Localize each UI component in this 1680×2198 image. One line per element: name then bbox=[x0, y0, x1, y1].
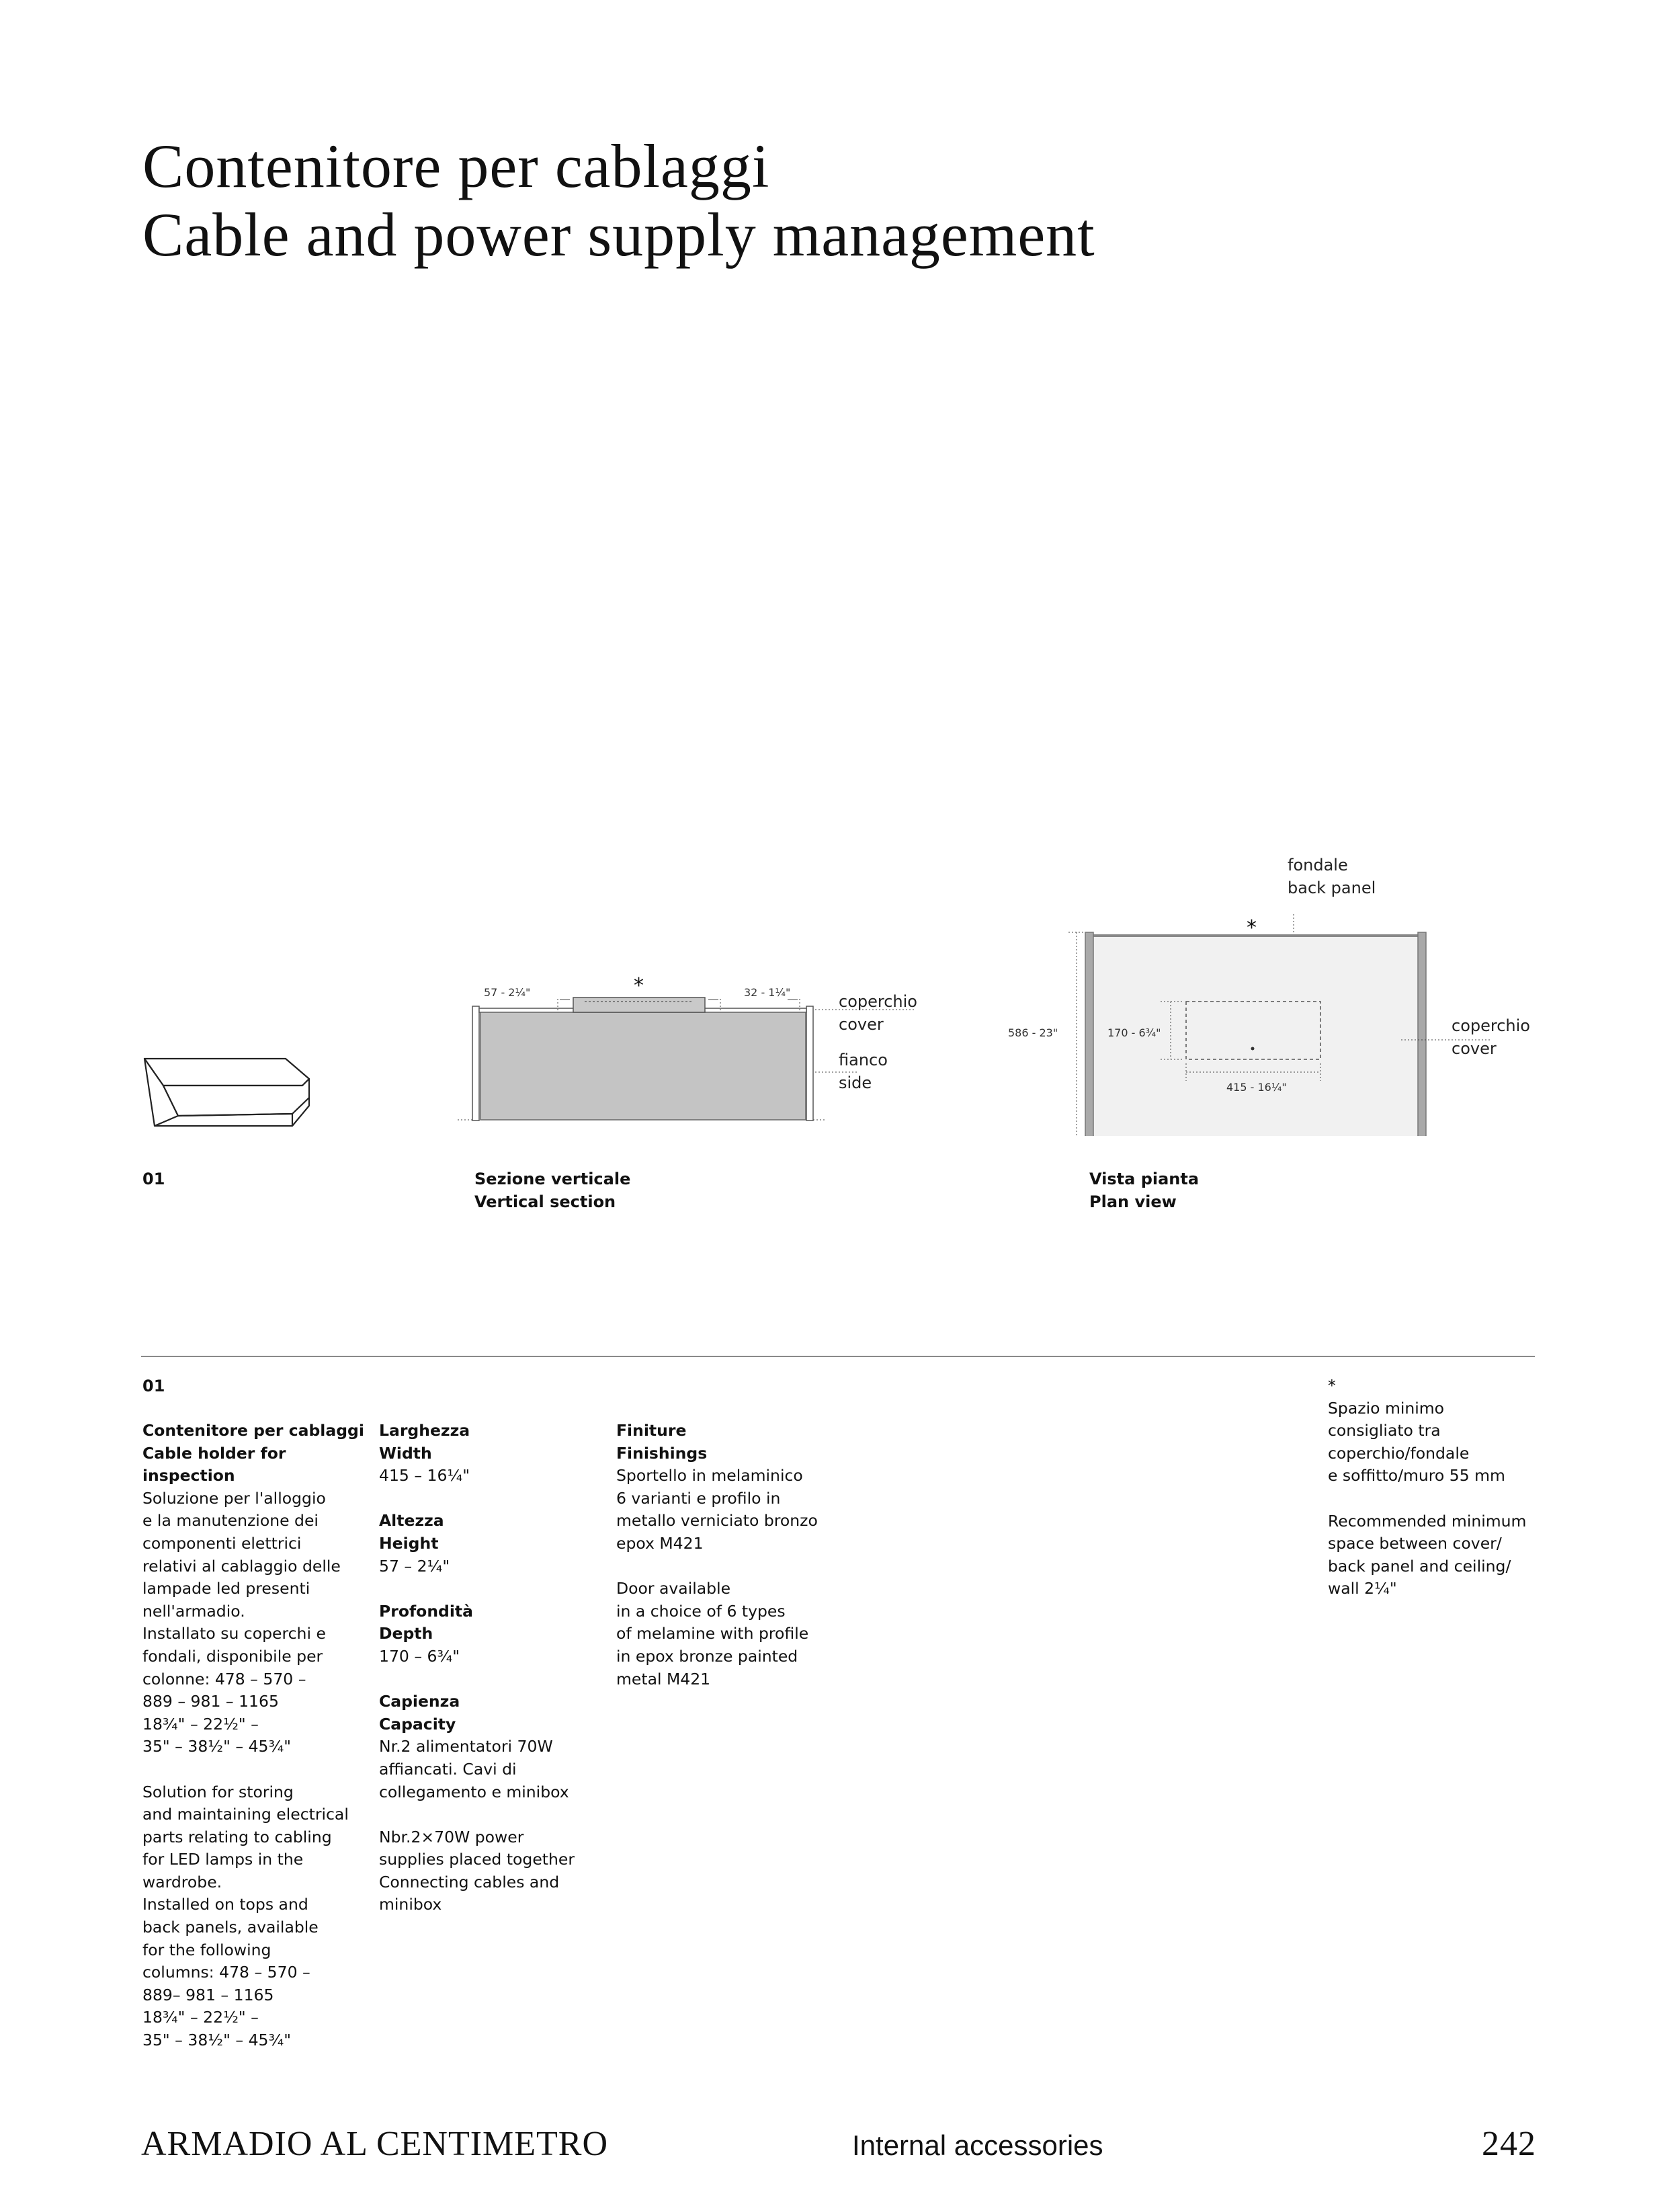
text-line: Larghezza bbox=[379, 1421, 470, 1440]
text-line: Nbr.2×70W power bbox=[379, 1827, 524, 1846]
text-line: Capienza bbox=[379, 1692, 460, 1711]
text-line: Spazio minimo bbox=[1328, 1398, 1445, 1418]
plan-label-back-panel bbox=[1288, 854, 1376, 899]
text-line: 35" – 38½" – 45¾" bbox=[142, 2031, 292, 2050]
plan-view-drawing bbox=[995, 914, 1492, 1136]
spec-column-description bbox=[142, 1420, 371, 2052]
text-line: e la manutenzione dei bbox=[142, 1511, 319, 1531]
text-line: space between cover/ bbox=[1328, 1534, 1502, 1553]
plan-caption bbox=[1089, 1168, 1199, 1213]
text-line: cover bbox=[839, 1015, 884, 1034]
page-number: 242 bbox=[1482, 2125, 1536, 2163]
plan-dim-depth: 170 - 6¾" bbox=[1107, 1026, 1161, 1039]
note-asterisk: * bbox=[1328, 1376, 1336, 1395]
plan-left-side bbox=[1085, 932, 1093, 1136]
text-line: 18¾" – 22½" – bbox=[142, 1714, 259, 1734]
section-body bbox=[480, 1012, 806, 1120]
spec-note bbox=[1328, 1375, 1536, 1600]
text-line: Connecting cables and bbox=[379, 1872, 560, 1891]
footer-section: Internal accessories bbox=[852, 2129, 1103, 2161]
text-line: Depth bbox=[379, 1624, 433, 1643]
plan-label-cover bbox=[1452, 1014, 1530, 1060]
text-line: Plan view bbox=[1089, 1192, 1177, 1211]
text-line: lampade led presenti bbox=[142, 1579, 310, 1598]
product-caption: 01 bbox=[142, 1170, 165, 1188]
spec-width-value: 415 – 16¼" bbox=[379, 1466, 470, 1485]
section-dim-left: 57 - 2¼" bbox=[484, 986, 531, 999]
section-right-side bbox=[806, 1006, 813, 1121]
section-divider bbox=[141, 1356, 1535, 1357]
section-dim-right: 32 - 1¼" bbox=[744, 986, 791, 999]
section-asterisk: * bbox=[634, 974, 644, 998]
text-line: e soffitto/muro 55 mm bbox=[1328, 1466, 1505, 1485]
spec-depth-value: 170 – 6¾" bbox=[379, 1646, 460, 1666]
text-line: relativi al cablaggio delle bbox=[142, 1556, 341, 1576]
text-line: 18¾" – 22½" – bbox=[142, 2008, 259, 2027]
text-line: side bbox=[839, 1073, 872, 1092]
text-line: nell'armadio. bbox=[142, 1601, 245, 1621]
text-line: fondali, disponibile per bbox=[142, 1646, 323, 1666]
text-line: wardrobe. bbox=[142, 1872, 222, 1891]
text-line: Finiture bbox=[616, 1421, 687, 1440]
text-line: parts relating to cabling bbox=[142, 1827, 332, 1846]
spec-title-it: Contenitore per cablaggi bbox=[142, 1421, 364, 1440]
section-caption bbox=[474, 1168, 630, 1213]
text-line: fianco bbox=[839, 1051, 888, 1069]
text-line: Vertical section bbox=[474, 1192, 616, 1211]
text-line: Profondità bbox=[379, 1601, 474, 1621]
text-line: for LED lamps in the bbox=[142, 1850, 304, 1869]
text-line: back panel and ceiling/ bbox=[1328, 1556, 1511, 1576]
text-line: Sezione verticale bbox=[474, 1170, 631, 1188]
text-line: 889 – 981 – 1165 bbox=[142, 1692, 279, 1711]
text-line: wall 2¼" bbox=[1328, 1579, 1397, 1598]
page-title bbox=[142, 132, 1095, 269]
text-line: in a choice of 6 types bbox=[616, 1601, 786, 1621]
text-line: collegamento e minibox bbox=[379, 1782, 569, 1801]
text-line: 889– 981 – 1165 bbox=[142, 1985, 274, 2004]
section-label-side bbox=[839, 1049, 888, 1094]
section-left-side bbox=[472, 1006, 479, 1121]
text-line: Sportello in melaminico bbox=[616, 1466, 803, 1485]
plan-asterisk: * bbox=[1247, 916, 1257, 940]
text-line: coperchio bbox=[1452, 1016, 1530, 1035]
title-english: Cable and power supply management bbox=[142, 200, 1095, 269]
spec-column-finishings bbox=[616, 1420, 858, 1691]
text-line: Recommended minimum bbox=[1328, 1511, 1527, 1531]
footer-brand: ARMADIO AL CENTIMETRO bbox=[141, 2125, 609, 2163]
plan-dim-total: 586 - 23" bbox=[1008, 1026, 1058, 1039]
text-line: Installed on tops and bbox=[142, 1895, 308, 1914]
spec-index: 01 bbox=[142, 1377, 165, 1395]
product-drawing bbox=[138, 1039, 316, 1129]
text-line: coperchio bbox=[839, 992, 917, 1011]
text-line: Nr.2 alimentatori 70W bbox=[379, 1737, 553, 1756]
text-line: for the following bbox=[142, 1940, 271, 1959]
text-line: back panels, available bbox=[142, 1918, 319, 1937]
spec-height-value: 57 – 2¼" bbox=[379, 1556, 450, 1576]
text-line: back panel bbox=[1288, 879, 1376, 897]
text-line: 35" – 38½" – 45¾" bbox=[142, 1737, 292, 1756]
text-line: metal M421 bbox=[616, 1669, 711, 1688]
spec-column-dimensions bbox=[379, 1420, 607, 1916]
text-line: columns: 478 – 570 – bbox=[142, 1963, 310, 1982]
text-line: Capacity bbox=[379, 1714, 456, 1734]
text-line: affiancati. Cavi di bbox=[379, 1759, 517, 1779]
text-line: Cable holder for bbox=[142, 1443, 286, 1463]
text-line: Soluzione per l'alloggio bbox=[142, 1488, 326, 1508]
text-line: colonne: 478 – 570 – bbox=[142, 1669, 306, 1688]
text-line: of melamine with profile bbox=[616, 1624, 809, 1643]
plan-dim-width: 415 - 16¼" bbox=[1226, 1081, 1287, 1094]
plan-right-side bbox=[1418, 932, 1426, 1136]
text-line: Width bbox=[379, 1443, 432, 1463]
text-line: metallo verniciato bronzo bbox=[616, 1511, 818, 1531]
text-line: coperchio/fondale bbox=[1328, 1443, 1470, 1463]
text-line: epox M421 bbox=[616, 1533, 704, 1553]
title-italian: Contenitore per cablaggi bbox=[142, 132, 770, 200]
text-line: componenti elettrici bbox=[142, 1533, 302, 1553]
text-line: consigliato tra bbox=[1328, 1421, 1441, 1440]
text-line: Altezza bbox=[379, 1511, 444, 1531]
section-label-cover bbox=[839, 990, 917, 1036]
text-line: fondale bbox=[1288, 856, 1348, 874]
text-line: Door available bbox=[616, 1579, 731, 1598]
text-line: Installato su coperchi e bbox=[142, 1624, 326, 1643]
text-line: minibox bbox=[379, 1895, 442, 1914]
text-line: cover bbox=[1452, 1039, 1497, 1058]
text-line: Height bbox=[379, 1533, 439, 1553]
section-cable-box bbox=[573, 998, 705, 1012]
text-line: Finishings bbox=[616, 1443, 708, 1463]
text-line: supplies placed together bbox=[379, 1850, 575, 1869]
text-line: in epox bronze painted bbox=[616, 1646, 798, 1666]
text-line: and maintaining electrical bbox=[142, 1805, 349, 1824]
text-line: Vista pianta bbox=[1089, 1170, 1200, 1188]
text-line: inspection bbox=[142, 1466, 235, 1485]
text-line: 6 varianti e profilo in bbox=[616, 1488, 781, 1508]
text-line: Solution for storing bbox=[142, 1782, 294, 1801]
